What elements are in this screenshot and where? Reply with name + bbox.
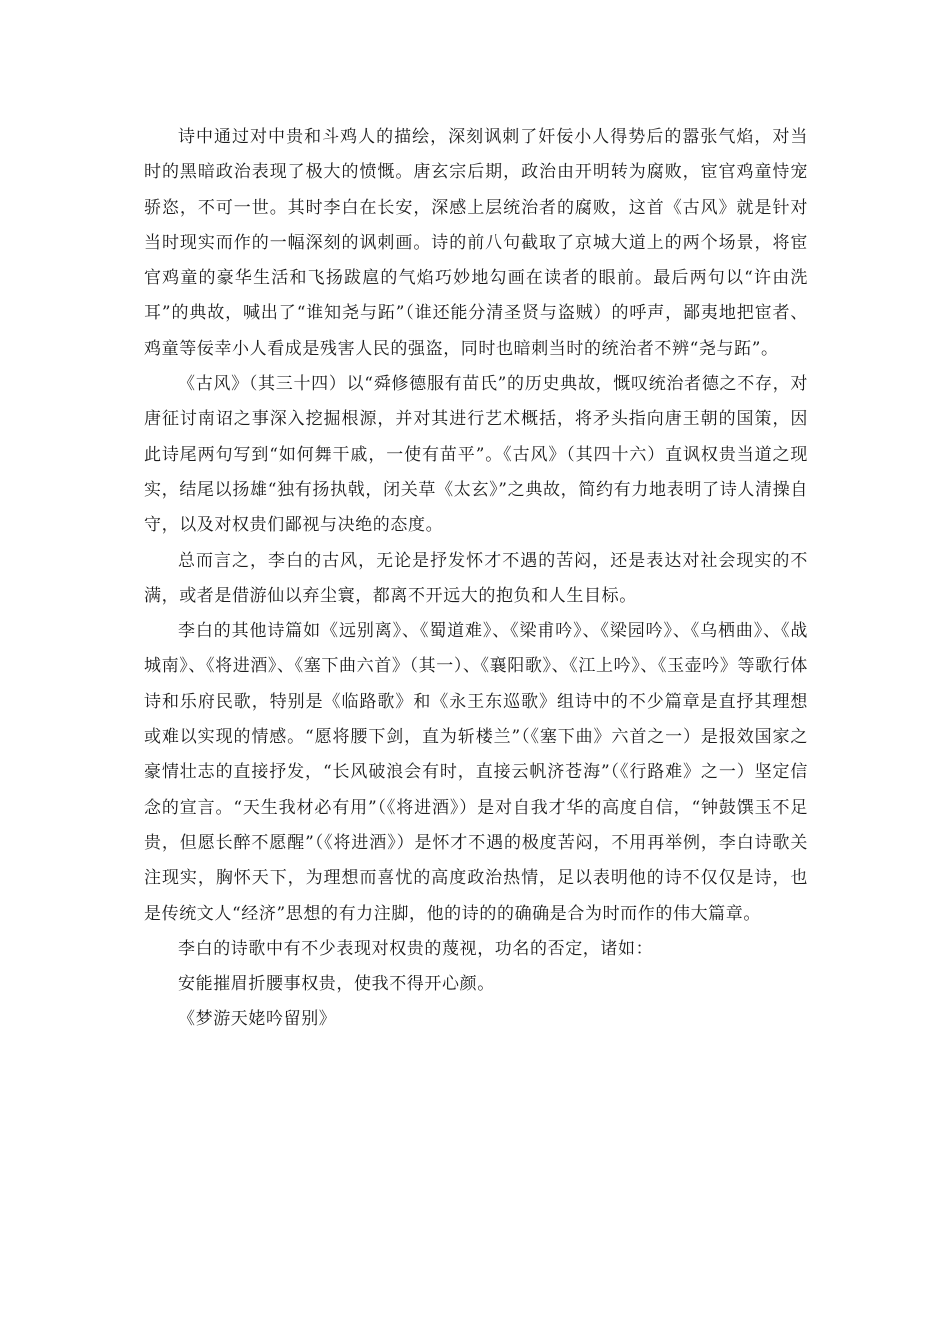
document-body: [144, 120, 808, 1038]
poem-quote-line: 安能摧眉折腰事权贵，使我不得开心颜。: [178, 974, 495, 995]
paragraph-satire-analysis: 诗中通过对中贵和斗鸡人的描绘，深刻讽刺了奸佞小人得势后的嚣张气焰，对当时的黑暗政治表现了极大的愤慨。唐玄宗后期，政治由开明转为腐败，宦官鸡童恃宠骄恣，不可一世。其时李白在长安，深感上层统治者的腐败，这首《古风》就是针对当时现实而作的一幅深刻的讽刺画。诗的前八句截取了京城大道上的两个场景，将宦官鸡童的豪华生活和飞扬跋扈的气焰巧妙地勾画在读者的眼前。最后两句以“许由洗耳”的典故，喊出了“谁知尧与跖”（谁还能分清圣贤与盗贼）的呼声，鄙夷地把宦者、鸡童等佞幸小人看成是残害人民的强盗，同时也暗刺当时的统治者不辨“尧与跖”。: [144, 127, 808, 359]
paragraph-gufeng-34-46: 《古风》（其三十四）以“舜修德服有苗氏”的历史典故，慨叹统治者德之不存，对唐征讨南诏之事深入挖掘根源，并对其进行艺术概括，将矛头指向唐王朝的国策，因此诗尾两句写到“如何舞干戚，一使有苗平”。《古风》（其四十六）直讽权贵当道之现实，结尾以扬雄“独有扬执戟，闭关草《太玄》”之典故，简约有力地表明了诗人清操自守，以及对权贵们鄙视与决绝的态度。: [144, 374, 808, 536]
paragraph-other-poems: 李白的其他诗篇如《远别离》、《蜀道难》、《梁甫吟》、《梁园吟》、《乌栖曲》、《战城南》、《将进酒》、《塞下曲六首》（其一）、《襄阳歌》、《江上吟》、《玉壶吟》等歌行体诗和乐府民歌，特别是《临路歌》和《永王东巡歌》组诗中的不少篇章是直抒其理想或难以实现的情感。“愿将腰下剑，直为斩楼兰”（《塞下曲》六首之一）是报效国家之豪情壮志的直接抒发，“长风破浪会有时，直接云帆济苍海”（《行路难》之一）坚定信念的宣言。“天生我材必有用”（《将进酒》）是对自我才华的高度自信，“钟鼓馔玉不足贵，但愿长醉不愿醒”（《将进酒》）是怀才不遇的极度苦闷，不用再举例，李白诗歌关注现实，胸怀天下，为理想而喜忧的高度政治热情，足以表明他的诗不仅仅是诗，也是传统文人“经济”思想的有力注脚，他的诗的的确确是合为时而作的伟大篇章。: [144, 621, 808, 924]
paragraph-summary: 总而言之，李白的古风，无论是抒发怀才不遇的苦闷，还是表达对社会现实的不满，或者是借游仙以弃尘寰，都离不开远大的抱负和人生目标。: [144, 550, 808, 606]
poem-source-title: 《梦游天姥吟留别》: [178, 1009, 337, 1030]
paragraph-contempt-intro: 李白的诗歌中有不少表现对权贵的蔑视，功名的否定，诸如：: [178, 938, 654, 959]
